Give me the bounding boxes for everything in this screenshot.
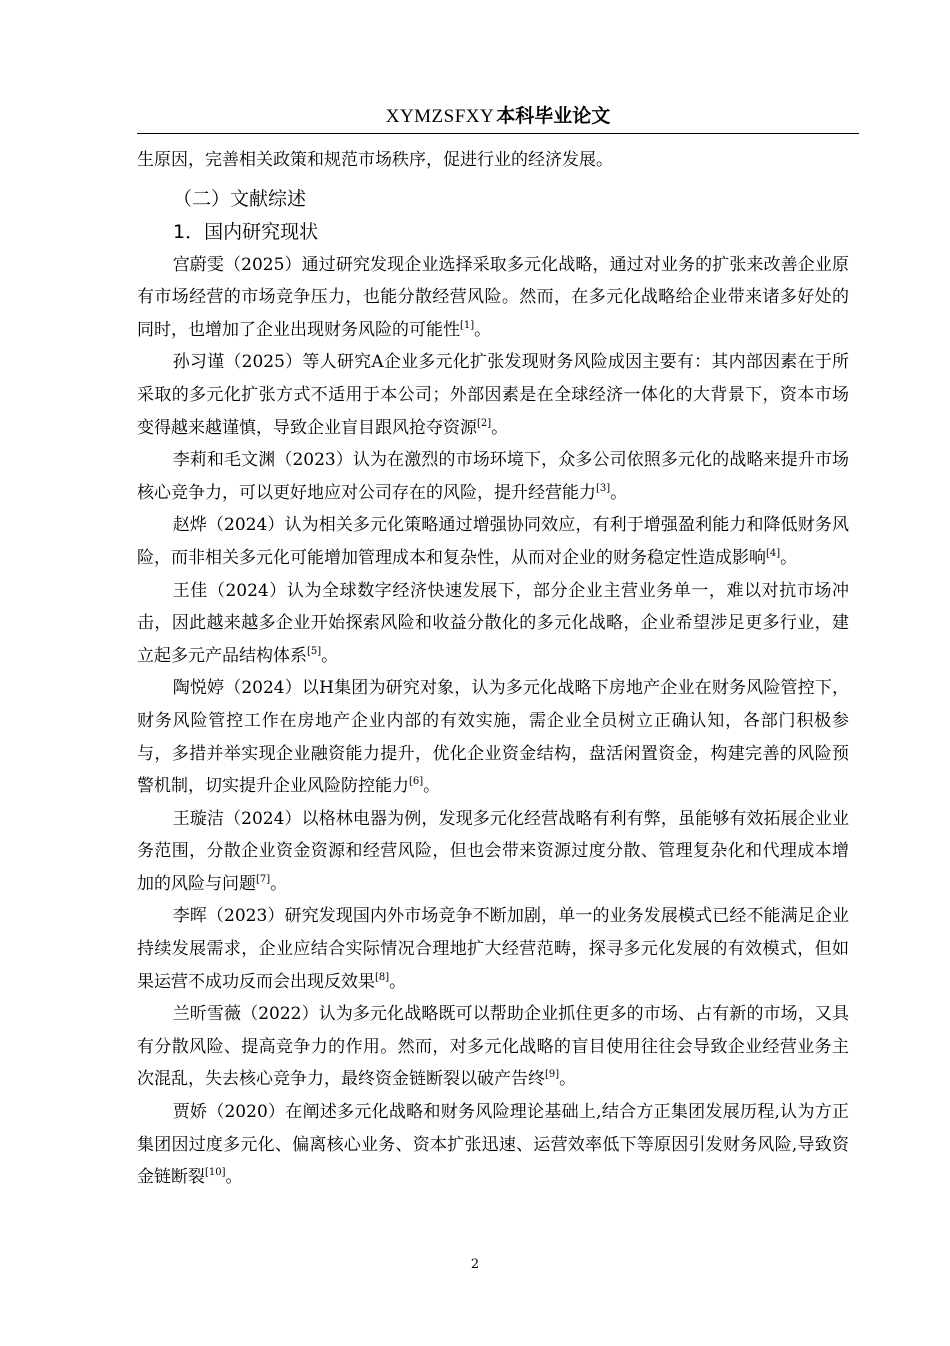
paragraph-end: 。: [491, 417, 509, 438]
paragraph-text: 李莉和毛文渊（2023）认为在激烈的市场环境下，众多公司依照多元化的战略来提升市场核心竞争力，可以更好地应对公司存在的风险，提升经营能力: [137, 450, 849, 503]
page-body: [137, 144, 849, 1194]
paragraph: [137, 803, 849, 901]
citation-ref: [9]: [545, 1069, 560, 1081]
citation-ref: [1]: [460, 319, 475, 331]
citation-ref: [6]: [409, 776, 424, 788]
paragraph-end: 。: [423, 776, 441, 797]
citation-ref: [7]: [256, 873, 271, 885]
section-heading: （二）文献综述: [173, 187, 307, 210]
citation-ref: [4]: [766, 547, 781, 559]
paragraph: [137, 249, 849, 347]
paragraph-text: 王佳（2024）认为全球数字经济快速发展下，部分企业主营业务单一，难以对抗市场冲击，因此越来越多企业开始探索风险和收益分散化的多元化战略，企业希望涉足更多行业，建立起多元产品结构体系: [137, 580, 849, 666]
paragraph: [137, 998, 849, 1096]
header-rule: [137, 133, 859, 134]
paragraph-end: 。: [389, 971, 407, 992]
citation-ref: [2]: [477, 417, 492, 429]
paragraph-end: 。: [559, 1069, 577, 1090]
paragraph-end: 。: [225, 1167, 243, 1188]
page-header: [137, 101, 859, 132]
header-code: XYMZSFXY: [385, 106, 495, 127]
subsection-heading: 1．国内研究现状: [173, 220, 319, 243]
paragraph: [137, 900, 849, 998]
citation-ref: [3]: [596, 482, 611, 494]
paragraph-end: 。: [270, 873, 288, 894]
citation-ref: [5]: [307, 645, 322, 657]
paragraph-text: 李晖（2023）研究发现国内外市场竞争不断加剧，单一的业务发展模式已经不能满足企业持续发展需求，企业应结合实际情况合理地扩大经营范畴，探寻多元化发展的有效模式，但如果运营不成功反而会出现反效果: [137, 906, 849, 992]
header-title: 本科毕业论文: [496, 105, 611, 127]
page-number: 2: [470, 1257, 480, 1272]
paragraph-text: 陶悦婷（2024）以H集团为研究对象，认为多元化战略下房地产企业在财务风险管控下，财务风险管控工作在房地产企业内部的有效实施，需企业全员树立正确认知，各部门积极参与，多措并举实现企业融资能力提升，优化企业资金结构，盘活闲置资金，构建完善的风险预警机制，切实提升企业风险防控能力: [137, 678, 849, 797]
citation-ref: [10]: [205, 1167, 226, 1179]
paragraph-text: 兰昕雪薇（2022）认为多元化战略既可以帮助企业抓住更多的市场、占有新的市场，又具有分散风险、提高竞争力的作用。然而，对多元化战略的盲目使用往往会导致企业经营业务主次混乱，失去核心竞争力，最终资金链断裂以破产告终: [137, 1004, 849, 1090]
paragraph: [137, 672, 849, 802]
paragraph: [137, 575, 849, 673]
paragraph-end: 。: [610, 482, 628, 503]
paragraph: [137, 509, 849, 574]
paragraph-text: 赵烨（2024）认为相关多元化策略通过增强协同效应，有利于增强盈利能力和降低财务风险，而非相关多元化可能增加管理成本和复杂性，从而对企业的财务稳定性造成影响: [137, 515, 849, 568]
paragraph-end: 。: [474, 319, 492, 340]
paragraph-end: 。: [780, 547, 798, 568]
paragraph: [137, 1096, 849, 1194]
paragraph-text: 宫蔚雯（2025）通过研究发现企业选择采取多元化战略，通过对业务的扩张来改善企业原有市场经营的市场竞争压力，也能分散经营风险。然而，在多元化战略给企业带来诸多好处的同时，也增加了企业出现财务风险的可能性: [137, 254, 849, 340]
paragraph: [137, 346, 849, 444]
paragraph-text: 贾娇（2020）在阐述多元化战略和财务风险理论基础上,结合方正集团发展历程,认为方正集团因过度多元化、偏离核心业务、资本扩张迅速、运营效率低下等原因引发财务风险,导致资金链断裂: [137, 1102, 849, 1188]
paragraph-text: 王璇洁（2024）以格林电器为例，发现多元化经营战略有利有弊，虽能够有效拓展企业业务范围，分散企业资金资源和经营风险，但也会带来资源过度分散、管理复杂化和代理成本增加的风险与问题: [137, 808, 849, 894]
paragraph-text: 孙习谨（2025）等人研究A企业多元化扩张发现财务风险成因主要有：其内部因素在于所采取的多元化扩张方式不适用于本公司；外部因素是在全球经济一体化的大背景下，资本市场变得越来越谨慎，导致企业盲目跟风抢夺资源: [137, 352, 849, 438]
paragraph: [137, 444, 849, 509]
paragraph-end: 。: [321, 645, 339, 666]
citation-ref: [8]: [375, 971, 390, 983]
continuation-text: 生原因，完善相关政策和规范市场秩序，促进行业的经济发展。: [137, 150, 613, 170]
